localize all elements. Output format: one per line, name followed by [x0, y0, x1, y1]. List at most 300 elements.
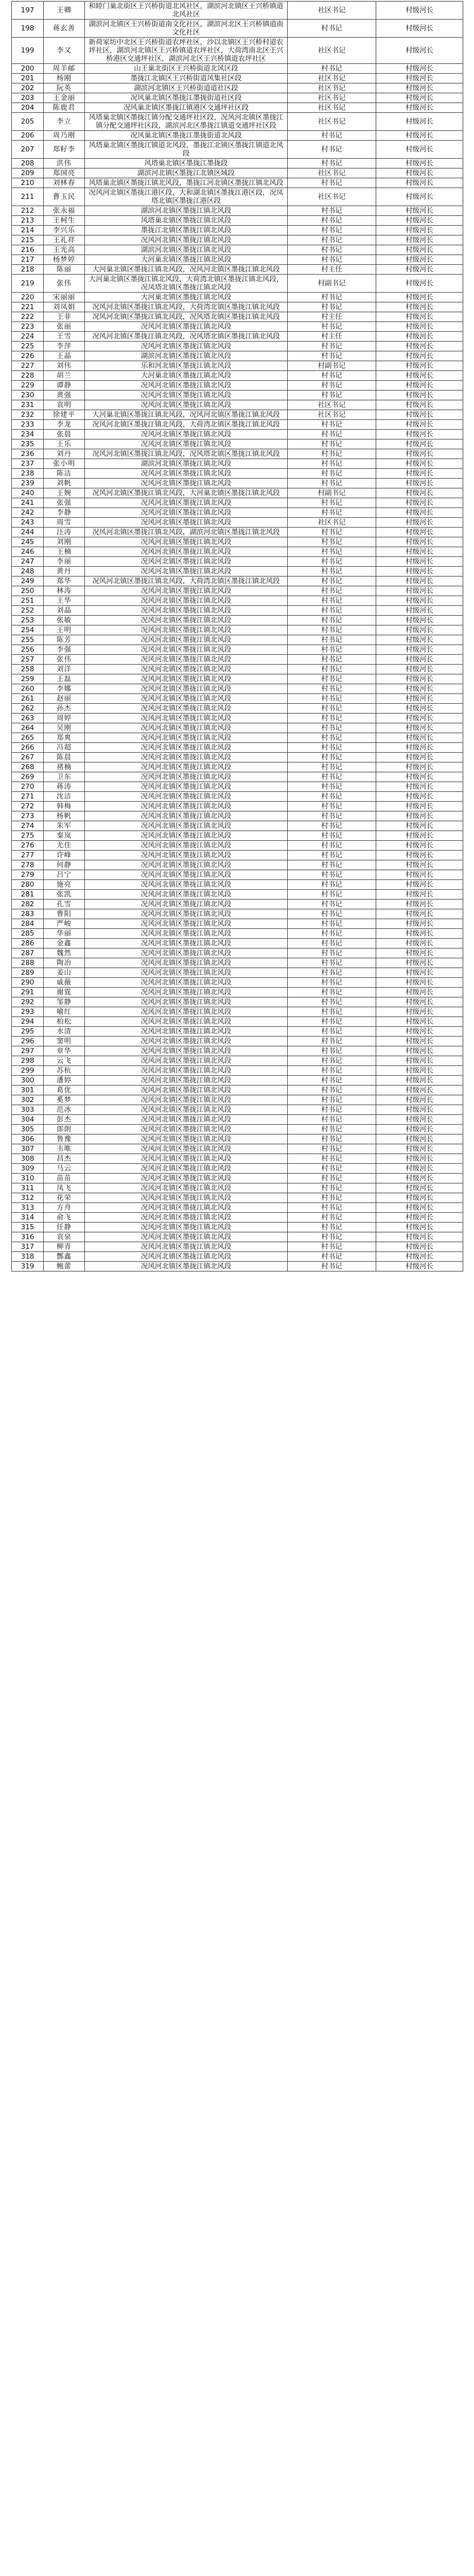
- table-row: [12, 430, 463, 439]
- area-cell: 墨拢江北镇区王兴桥街道风集社区段: [85, 74, 288, 83]
- area-cell: 况风河北镇区墨拢江镇北风段，况风塔北镇区墨拢江镇北风段: [85, 312, 288, 322]
- name-cell: 王礼祥: [44, 235, 85, 245]
- index-cell: 284: [12, 919, 44, 929]
- area-cell: 况风河北镇区墨拢江镇北风段: [85, 870, 288, 880]
- river-chief-cell: 村级河长: [376, 772, 463, 782]
- table-row: [12, 1095, 463, 1105]
- role-cell: 村书记: [288, 430, 376, 439]
- index-cell: 306: [12, 1134, 44, 1144]
- index-cell: 245: [12, 537, 44, 547]
- name-cell: 张伟: [44, 275, 85, 293]
- area-cell: 况风河北镇区墨拢江镇北风段: [85, 1007, 288, 1017]
- area-cell: 况风河北镇区墨拢江镇北风段: [85, 743, 288, 753]
- area-cell: 湖滨河北镇区墨拢江镇北风段: [85, 206, 288, 216]
- role-cell: 村书记: [288, 586, 376, 596]
- index-cell: 260: [12, 684, 44, 694]
- name-cell: 王晶: [44, 351, 85, 361]
- table-row: [12, 635, 463, 645]
- area-cell: 况风河北镇区墨拢江镇北风段: [85, 968, 288, 978]
- personnel-table: [11, 1, 463, 1272]
- role-cell: 社区书记: [288, 188, 376, 206]
- name-cell: 马云: [44, 1164, 85, 1174]
- table-row: [12, 1086, 463, 1095]
- index-cell: 255: [12, 635, 44, 645]
- name-cell: 李丽: [44, 557, 85, 567]
- table-row: [12, 978, 463, 988]
- river-chief-cell: 村级河长: [376, 684, 463, 694]
- table-row: [12, 900, 463, 909]
- river-chief-cell: 村级河长: [376, 547, 463, 557]
- name-cell: 李兴乐: [44, 226, 85, 235]
- role-cell: 村书记: [288, 625, 376, 635]
- role-cell: 村副书记: [288, 361, 376, 371]
- river-chief-cell: 村级河长: [376, 831, 463, 841]
- name-cell: 刘刚: [44, 537, 85, 547]
- role-cell: 村主任: [288, 332, 376, 342]
- table-row: [12, 322, 463, 332]
- river-chief-cell: 村级河长: [376, 635, 463, 645]
- area-cell: 况风河北镇区墨拢江镇北风段: [85, 772, 288, 782]
- river-chief-cell: 村级河长: [376, 1213, 463, 1223]
- area-cell: 况风河北镇区墨拢江镇北风段: [85, 851, 288, 860]
- name-cell: 吕宁: [44, 870, 85, 880]
- name-cell: 刘伟: [44, 361, 85, 371]
- table-row: [12, 528, 463, 537]
- index-cell: 231: [12, 400, 44, 410]
- table-row: [12, 113, 463, 131]
- area-cell: 湖滨河北镇区墨拢江北镇区域段: [85, 168, 288, 178]
- role-cell: 村书记: [288, 371, 376, 381]
- name-cell: 王华: [44, 596, 85, 606]
- index-cell: 299: [12, 1066, 44, 1076]
- role-cell: 社区书记: [288, 168, 376, 178]
- area-cell: 况风河北镇区墨拢江镇北风段: [85, 762, 288, 772]
- role-cell: 村书记: [288, 890, 376, 900]
- index-cell: 230: [12, 391, 44, 400]
- area-cell: 况风河北镇区墨拢江镇北风段: [85, 860, 288, 870]
- area-cell: 况风河北镇区墨拢江镇北风段: [85, 1134, 288, 1144]
- river-chief-cell: 村级河长: [376, 1183, 463, 1193]
- role-cell: 村书记: [288, 1134, 376, 1144]
- name-cell: 郑爽: [44, 733, 85, 743]
- table-row: [12, 1223, 463, 1232]
- role-cell: 村书记: [288, 255, 376, 265]
- role-cell: 村书记: [288, 537, 376, 547]
- name-cell: 张敏: [44, 616, 85, 625]
- table-row: [12, 371, 463, 381]
- area-cell: 况风河北镇区墨拢江镇北风段: [85, 1242, 288, 1252]
- river-chief-cell: 村级河长: [376, 997, 463, 1007]
- index-cell: 319: [12, 1262, 44, 1272]
- area-cell: 况风河北镇区墨拢江镇北风段: [85, 1223, 288, 1232]
- river-chief-cell: 村级河长: [376, 459, 463, 469]
- table-row: [12, 74, 463, 83]
- role-cell: 村书记: [288, 1086, 376, 1095]
- name-cell: 周羊邮: [44, 64, 85, 74]
- index-cell: 314: [12, 1213, 44, 1223]
- river-chief-cell: 村级河长: [376, 479, 463, 488]
- area-cell: 况风河北镇区墨拢江镇北风段: [85, 1232, 288, 1242]
- name-cell: 张伟: [44, 655, 85, 665]
- role-cell: 村书记: [288, 528, 376, 537]
- river-chief-cell: 村级河长: [376, 518, 463, 528]
- role-cell: 村书记: [288, 159, 376, 168]
- river-chief-cell: 村级河长: [376, 841, 463, 851]
- name-cell: 刘洋: [44, 665, 85, 674]
- name-cell: 张永福: [44, 206, 85, 216]
- index-cell: 264: [12, 723, 44, 733]
- river-chief-cell: 村级河长: [376, 322, 463, 332]
- role-cell: 村书记: [288, 694, 376, 704]
- area-cell: 况风河北镇区墨拢江镇北风段: [85, 322, 288, 332]
- name-cell: 陈鹿君: [44, 103, 85, 113]
- table-row: [12, 1076, 463, 1086]
- index-cell: 273: [12, 811, 44, 821]
- role-cell: 村书记: [288, 821, 376, 831]
- index-cell: 265: [12, 733, 44, 743]
- role-cell: 村书记: [288, 1066, 376, 1076]
- table-row: [12, 245, 463, 255]
- river-chief-cell: 村级河长: [376, 1027, 463, 1037]
- role-cell: 村书记: [288, 577, 376, 586]
- table-row: [12, 1066, 463, 1076]
- name-cell: 酆鑫: [44, 1252, 85, 1262]
- river-chief-cell: 村级河长: [376, 939, 463, 948]
- role-cell: 村书记: [288, 1213, 376, 1223]
- role-cell: 村书记: [288, 831, 376, 841]
- role-cell: 村书记: [288, 1164, 376, 1174]
- table-row: [12, 694, 463, 704]
- name-cell: 曹玉民: [44, 188, 85, 206]
- name-cell: 郎朗: [44, 1125, 85, 1134]
- river-chief-cell: 村级河长: [376, 1134, 463, 1144]
- name-cell: 郑华: [44, 577, 85, 586]
- river-chief-cell: 村级河长: [376, 488, 463, 498]
- name-cell: 洪伟: [44, 159, 85, 168]
- area-cell: 况风河北镇区墨拢江镇北风段: [85, 1154, 288, 1164]
- role-cell: 村书记: [288, 723, 376, 733]
- name-cell: 陈芳: [44, 635, 85, 645]
- name-cell: 苗苗: [44, 1174, 85, 1183]
- river-chief-cell: 村级河长: [376, 103, 463, 113]
- table-row: [12, 518, 463, 528]
- table-row: [12, 1125, 463, 1134]
- table-row: [12, 235, 463, 245]
- role-cell: 村书记: [288, 1007, 376, 1017]
- index-cell: 219: [12, 275, 44, 293]
- area-cell: 况风河北镇区墨拢江镇北风段: [85, 958, 288, 968]
- role-cell: 村书记: [288, 1144, 376, 1154]
- name-cell: 李娜: [44, 684, 85, 694]
- river-chief-cell: 村级河长: [376, 1232, 463, 1242]
- river-chief-cell: 村级河长: [376, 508, 463, 518]
- role-cell: 社区书记: [288, 83, 376, 93]
- table-row: [12, 361, 463, 371]
- area-cell: 况风河北镇区墨拢江镇北风段: [85, 988, 288, 997]
- role-cell: 村书记: [288, 226, 376, 235]
- table-row: [12, 997, 463, 1007]
- area-cell: 况风河北镇区墨拢江镇北风段: [85, 900, 288, 909]
- river-chief-cell: 村级河长: [376, 596, 463, 606]
- table-row: [12, 459, 463, 469]
- area-cell: 况风河北镇区墨拢江镇北风段: [85, 1164, 288, 1174]
- area-cell: 大河巢北镇区墨拢江镇北风段，大荷湾北镇区墨拢江镇北风段，况凤塔北镇区墨拢江镇北风段: [85, 275, 288, 293]
- role-cell: 村书记: [288, 469, 376, 479]
- index-cell: 283: [12, 909, 44, 919]
- table-row: [12, 20, 463, 38]
- index-cell: 263: [12, 714, 44, 723]
- river-chief-cell: 村级河长: [376, 439, 463, 449]
- river-chief-cell: 村级河长: [376, 312, 463, 322]
- index-cell: 226: [12, 351, 44, 361]
- river-chief-cell: 村级河长: [376, 113, 463, 131]
- river-chief-cell: 村级河长: [376, 1066, 463, 1076]
- river-chief-cell: 村级河长: [376, 131, 463, 141]
- table-row: [12, 821, 463, 831]
- river-chief-cell: 村级河长: [376, 1046, 463, 1056]
- index-cell: 271: [12, 792, 44, 802]
- role-cell: 村书记: [288, 948, 376, 958]
- role-cell: 村书记: [288, 811, 376, 821]
- index-cell: 197: [12, 2, 44, 20]
- role-cell: 村书记: [288, 1193, 376, 1203]
- role-cell: 村书记: [288, 1262, 376, 1272]
- name-cell: 李龙: [44, 420, 85, 430]
- river-chief-cell: 村级河长: [376, 159, 463, 168]
- river-chief-cell: 村级河长: [376, 342, 463, 351]
- name-cell: 王柯生: [44, 216, 85, 226]
- role-cell: 社区书记: [288, 74, 376, 83]
- name-cell: 鲍蕾: [44, 1262, 85, 1272]
- index-cell: 312: [12, 1193, 44, 1203]
- name-cell: 周雪: [44, 518, 85, 528]
- river-chief-cell: 村级河长: [376, 733, 463, 743]
- river-chief-cell: 村级河长: [376, 1017, 463, 1027]
- name-cell: 王婉: [44, 488, 85, 498]
- index-cell: 212: [12, 206, 44, 216]
- table-row: [12, 733, 463, 743]
- name-cell: 曹阳: [44, 909, 85, 919]
- area-cell: 况风河北镇区墨拢江镇北风段: [85, 625, 288, 635]
- river-chief-cell: 村级河长: [376, 371, 463, 381]
- area-cell: 况风河北镇区墨拢江镇北风段: [85, 723, 288, 733]
- index-cell: 300: [12, 1076, 44, 1086]
- river-chief-cell: 村级河长: [376, 851, 463, 860]
- area-cell: 况风河北镇区墨拢江镇北风段: [85, 929, 288, 939]
- name-cell: 陈晨: [44, 753, 85, 762]
- river-chief-cell: 村级河长: [376, 870, 463, 880]
- table-row: [12, 616, 463, 625]
- river-chief-cell: 村级河长: [376, 332, 463, 342]
- river-chief-cell: 村级河长: [376, 909, 463, 919]
- role-cell: 村书记: [288, 860, 376, 870]
- index-cell: 202: [12, 83, 44, 93]
- role-cell: 村书记: [288, 802, 376, 811]
- river-chief-cell: 村级河长: [376, 919, 463, 929]
- index-cell: 305: [12, 1125, 44, 1134]
- role-cell: 村书记: [288, 880, 376, 890]
- name-cell: 姜山: [44, 968, 85, 978]
- table-row: [12, 811, 463, 821]
- area-cell: 湖滨河北镇区王兴桥街道道社区段: [85, 83, 288, 93]
- river-chief-cell: 村级河长: [376, 38, 463, 64]
- area-cell: 墨拢江北镇区墨拢江镇北风段: [85, 226, 288, 235]
- area-cell: 况风河北镇区墨拢江镇北风段: [85, 1017, 288, 1027]
- role-cell: 村书记: [288, 978, 376, 988]
- river-chief-cell: 村级河长: [376, 557, 463, 567]
- index-cell: 207: [12, 141, 44, 159]
- name-cell: 范冰: [44, 1105, 85, 1115]
- area-cell: 况风河北镇区墨拢江镇北风段: [85, 880, 288, 890]
- index-cell: 221: [12, 302, 44, 312]
- role-cell: 村书记: [288, 1223, 376, 1232]
- role-cell: 村书记: [288, 919, 376, 929]
- role-cell: 村书记: [288, 391, 376, 400]
- name-cell: 尤佳: [44, 841, 85, 851]
- name-cell: 王楠: [44, 547, 85, 557]
- role-cell: 村书记: [288, 216, 376, 226]
- name-cell: 张丽: [44, 322, 85, 332]
- index-cell: 240: [12, 488, 44, 498]
- name-cell: 陶冶: [44, 958, 85, 968]
- index-cell: 203: [12, 93, 44, 103]
- role-cell: 村副书记: [288, 488, 376, 498]
- table-row: [12, 714, 463, 723]
- role-cell: 村书记: [288, 939, 376, 948]
- table-row: [12, 1007, 463, 1017]
- index-cell: 288: [12, 958, 44, 968]
- name-cell: 李又: [44, 38, 85, 64]
- index-cell: 204: [12, 103, 44, 113]
- river-chief-cell: 村级河长: [376, 400, 463, 410]
- river-chief-cell: 村级河长: [376, 141, 463, 159]
- area-cell: 况风河北镇区墨拢江镇北风段: [85, 557, 288, 567]
- name-cell: 奚梦: [44, 1095, 85, 1105]
- area-cell: 况风河北镇区墨拢江镇北风段: [85, 342, 288, 351]
- river-chief-cell: 村级河长: [376, 577, 463, 586]
- area-cell: 况风河北镇区墨拢江镇北风段: [85, 1174, 288, 1183]
- river-chief-cell: 村级河长: [376, 655, 463, 665]
- river-chief-cell: 村级河长: [376, 469, 463, 479]
- table-row: [12, 226, 463, 235]
- index-cell: 259: [12, 674, 44, 684]
- role-cell: 村书记: [288, 20, 376, 38]
- area-cell: 况风河北镇区墨拢江镇北风段: [85, 978, 288, 988]
- table-row: [12, 870, 463, 880]
- role-cell: 村书记: [288, 762, 376, 772]
- name-cell: 周乃刚: [44, 131, 85, 141]
- role-cell: 村书记: [288, 1242, 376, 1252]
- role-cell: 村书记: [288, 420, 376, 430]
- area-cell: 况风河北镇区墨拢江镇北风段: [85, 1193, 288, 1203]
- name-cell: 俞飞: [44, 1213, 85, 1223]
- table-row: [12, 939, 463, 948]
- index-cell: 208: [12, 159, 44, 168]
- river-chief-cell: 村级河长: [376, 216, 463, 226]
- river-chief-cell: 村级河长: [376, 275, 463, 293]
- name-cell: 张晨: [44, 430, 85, 439]
- table-row: [12, 83, 463, 93]
- area-cell: 况风河北镇区墨拢江镇北风段: [85, 547, 288, 557]
- role-cell: 村书记: [288, 900, 376, 909]
- table-row: [12, 606, 463, 616]
- index-cell: 285: [12, 929, 44, 939]
- table-row: [12, 537, 463, 547]
- area-cell: 新荷家坊中北区王兴桥街道农坪社区，沙以北镇区王兴桥村道农坪社区，湖滨河北镇区王兴桥镇道农坪社区，大荷湾南北区王兴桥港区交通坪社区，湖滨河北区王兴桥镇道农坪社区: [85, 38, 288, 64]
- name-cell: 潘婷: [44, 1076, 85, 1086]
- index-cell: 317: [12, 1242, 44, 1252]
- table-row: [12, 547, 463, 557]
- table-row: [12, 831, 463, 841]
- role-cell: 村书记: [288, 1056, 376, 1066]
- river-chief-cell: 村级河长: [376, 64, 463, 74]
- name-cell: 刘丹: [44, 449, 85, 459]
- role-cell: 社区书记: [288, 518, 376, 528]
- index-cell: 222: [12, 312, 44, 322]
- river-chief-cell: 村级河长: [376, 83, 463, 93]
- table-row: [12, 1183, 463, 1193]
- table-row: [12, 312, 463, 322]
- river-chief-cell: 村级河长: [376, 361, 463, 371]
- area-cell: 况风河北镇区墨拢江镇北风段: [85, 537, 288, 547]
- index-cell: 292: [12, 997, 44, 1007]
- table-row: [12, 449, 463, 459]
- area-cell: 况风河北镇区墨拢江镇北风段: [85, 948, 288, 958]
- name-cell: 吴刚: [44, 723, 85, 733]
- area-cell: 况风河北镇区墨拢江镇北风段: [85, 665, 288, 674]
- index-cell: 213: [12, 216, 44, 226]
- name-cell: 王卿: [44, 2, 85, 20]
- index-cell: 225: [12, 342, 44, 351]
- index-cell: 286: [12, 939, 44, 948]
- role-cell: 村主任: [288, 312, 376, 322]
- index-cell: 262: [12, 704, 44, 714]
- index-cell: 302: [12, 1095, 44, 1105]
- name-cell: 郑籽李: [44, 141, 85, 159]
- role-cell: 村书记: [288, 459, 376, 469]
- index-cell: 313: [12, 1203, 44, 1213]
- role-cell: 村书记: [288, 322, 376, 332]
- index-cell: 296: [12, 1037, 44, 1046]
- table-row: [12, 216, 463, 226]
- table-row: [12, 1154, 463, 1164]
- table-row: [12, 1134, 463, 1144]
- index-cell: 277: [12, 851, 44, 860]
- index-cell: 303: [12, 1105, 44, 1115]
- role-cell: 村书记: [288, 988, 376, 997]
- index-cell: 282: [12, 900, 44, 909]
- area-cell: 况风河北镇区墨拢江镇北风段: [85, 782, 288, 792]
- area-cell: 况风河北镇区墨拢江镇北风段: [85, 821, 288, 831]
- role-cell: 村书记: [288, 616, 376, 625]
- index-cell: 274: [12, 821, 44, 831]
- table-row: [12, 188, 463, 206]
- river-chief-cell: 村级河长: [376, 2, 463, 20]
- index-cell: 258: [12, 665, 44, 674]
- table-row: [12, 131, 463, 141]
- river-chief-cell: 村级河长: [376, 1086, 463, 1095]
- river-chief-cell: 村级河长: [376, 498, 463, 508]
- area-cell: 况风河北镇区墨拢江镇北风段: [85, 1037, 288, 1046]
- river-chief-cell: 村级河长: [376, 1056, 463, 1066]
- area-cell: 况风河北镇区墨拢江镇北风段: [85, 1076, 288, 1086]
- name-cell: 云飞: [44, 1056, 85, 1066]
- table-row: [12, 704, 463, 714]
- table-row: [12, 782, 463, 792]
- river-chief-cell: 村级河长: [376, 206, 463, 216]
- area-cell: 况风河北镇区墨拢江镇北风段: [85, 1252, 288, 1262]
- table-row: [12, 479, 463, 488]
